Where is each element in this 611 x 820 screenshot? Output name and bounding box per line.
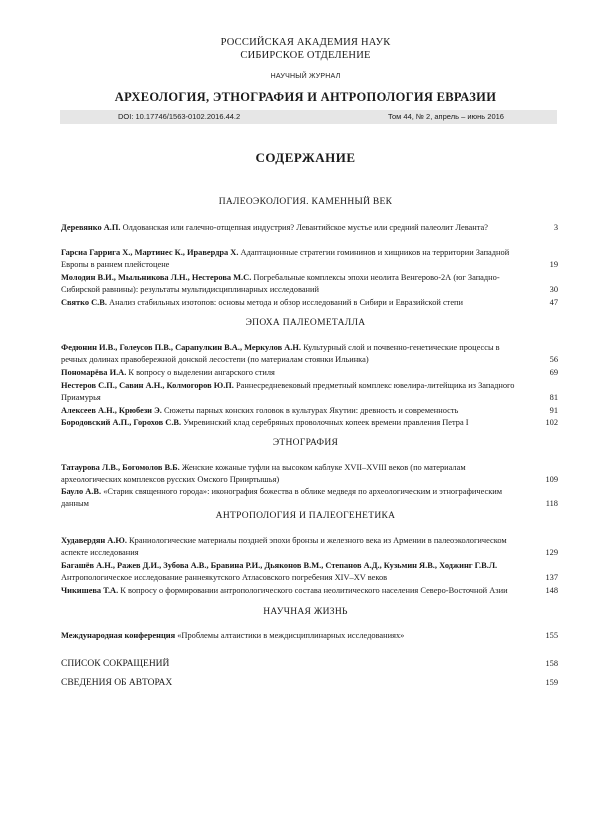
issue-info-bar — [60, 110, 557, 124]
entry-page: 102 — [545, 418, 558, 427]
toc-abbreviations[interactable] — [61, 658, 558, 670]
entry-title: Антропологическое исследование раннеякутского Атласовского погребения XIV–XV веков — [61, 573, 388, 582]
entry-title: Адаптационные стратегии гомининов и хищников на территории Западной Европы в раннем плейстоцене — [61, 248, 510, 269]
footer-item-page: 158 — [545, 659, 558, 668]
entry-page: 30 — [549, 285, 558, 294]
toc-entry[interactable] — [61, 342, 558, 366]
entry-authors: Алексеев А.Н., Крюбези Э. — [61, 406, 162, 415]
toc-entry[interactable] — [61, 417, 558, 429]
entry-page: 155 — [545, 631, 558, 640]
footer-item-page: 159 — [545, 678, 558, 687]
toc-authors-info[interactable] — [61, 677, 558, 689]
entry-authors: Бородовский А.П., Горохов С.В. — [61, 418, 182, 427]
entry-title: Раннесредневековый предметный комплекс ювелира-литейщика из Западного Приамурья — [61, 381, 515, 402]
entry-authors: Багашёв А.Н., Ражев Д.И., Зубова А.В., Бравина Р.И., Дьяконов В.М., Степанов А.Д., Кузьмин Я.В., Ходжинг Г.В.Л. — [61, 561, 498, 570]
entry-authors: Федюнин И.В., Голеусов П.В., Сарапулкин В.А., Меркулов А.Н. — [61, 343, 302, 352]
entry-authors: Международная конференция — [61, 631, 176, 640]
footer-item-label: СПИСОК СОКРАЩЕНИЙ — [61, 659, 170, 669]
entry-authors: Худавердян А.Ю. — [61, 536, 127, 545]
doi: DOI: 10.17746/1563-0102.2016.44.2 — [118, 112, 241, 121]
section-title: ЭТНОГРАФИЯ — [272, 438, 339, 448]
entry-title: Женские кожаные туфли на высоком каблуке XVII–XVIII веков (по материалам археологических комплексов русских Омского Прииртышья) — [61, 463, 466, 484]
entry-title: Погребальные комплексы эпохи неолита Венгерово-2А (юг Западно-Сибирской равнины): результаты мультидисциплинарных исследований — [61, 273, 500, 294]
journal-title: АРХЕОЛОГИЯ, ЭТНОГРАФИЯ И АНТРОПОЛОГИЯ ЕВРАЗИИ — [114, 90, 497, 104]
footer-item-label: СВЕДЕНИЯ ОБ АВТОРАХ — [61, 678, 173, 688]
entry-page: 3 — [553, 223, 558, 232]
entry-title: Культурный слой и почвенно-генетические процессы в речных долинах правобережной донской лесостепи (по материалам стоянки Ильинка) — [61, 343, 500, 364]
volume-issue: Том 44, № 2, апрель – июнь 2016 — [388, 112, 504, 121]
section-title: ЭПОХА ПАЛЕОМЕТАЛЛА — [245, 318, 366, 328]
contents-title: СОДЕРЖАНИЕ — [255, 150, 356, 165]
entry-authors: Бауло А.В. — [61, 487, 102, 496]
entry-page: 118 — [545, 499, 558, 508]
entry-title: Сюжеты парных конских головок в культурах Якутии: древность и современность — [163, 406, 459, 415]
toc-entry[interactable] — [61, 535, 558, 559]
entry-page: 56 — [549, 355, 558, 364]
entry-authors: Чикишева Т.А. — [61, 586, 119, 595]
toc-entry[interactable] — [61, 247, 558, 271]
entry-page: 81 — [549, 393, 558, 402]
entry-page: 19 — [549, 260, 558, 269]
toc-entry[interactable] — [61, 367, 558, 379]
entry-title: «Проблемы алтаистики в междисциплинарных исследованиях» — [177, 631, 405, 640]
entry-title: К вопросу о формировании антропологического состава неолитического населения Северо-Восточной Азии — [120, 586, 508, 595]
toc-entry[interactable] — [61, 405, 558, 417]
entry-title: Олдованская или галечно-отщепная индустрия? Левантийское мустье или средний палеолит Леванта? — [122, 223, 488, 232]
entry-authors: Нестеров С.П., Савин А.Н., Колмогоров Ю.П. — [61, 381, 234, 390]
entry-title: Умревинский клад серебряных проволочных копеек времени правления Петра I — [183, 418, 469, 427]
toc-entry[interactable] — [61, 630, 558, 642]
toc-entry[interactable] — [61, 585, 558, 597]
entry-page: 69 — [549, 368, 558, 377]
entry-page: 91 — [549, 406, 558, 415]
entry-title: Краниологические материалы поздней эпохи бронзы и железного века из Армении в палеоэкологическом аспекте исследования — [61, 536, 507, 557]
entry-page: 129 — [545, 548, 558, 557]
academy-header — [0, 36, 611, 62]
toc-entry[interactable] — [61, 272, 558, 296]
entry-title: «Старик священного города»: иконография божества в облике медведя по археологическим и этнографическим данным — [61, 487, 503, 508]
toc-entry[interactable] — [61, 486, 558, 510]
entry-page: 109 — [545, 475, 558, 484]
toc-entry[interactable] — [61, 297, 558, 309]
entry-authors: Татаурова Л.В., Богомолов В.Б. — [61, 463, 180, 472]
toc-entry[interactable] — [61, 560, 558, 584]
entry-authors: Деревянко А.П. — [61, 223, 121, 232]
entry-authors: Святко С.В. — [61, 298, 107, 307]
section-title: НАУЧНАЯ ЖИЗНЬ — [263, 607, 348, 617]
journal-type: НАУЧНЫЙ ЖУРНАЛ — [270, 73, 341, 80]
entry-page: 148 — [545, 586, 558, 595]
entry-page: 47 — [549, 298, 558, 307]
section-title: АНТРОПОЛОГИЯ И ПАЛЕОГЕНЕТИКА — [215, 511, 396, 521]
toc-entry[interactable] — [61, 462, 558, 486]
entry-authors: Молодин В.И., Мыльникова Л.Н., Нестерова М.С. — [61, 273, 252, 282]
entry-page: 137 — [545, 573, 558, 582]
entry-authors: Гарсиа Гаррига Х., Мартинес К., Иравердра Х. — [61, 248, 239, 257]
academy-line-2: СИБИРСКОЕ ОТДЕЛЕНИЕ — [240, 50, 371, 61]
entry-title: Анализ стабильных изотопов: основы метода и обзор исследований в Сибири и Евразийской степи — [109, 298, 464, 307]
section-title: ПАЛЕОЭКОЛОГИЯ. КАМЕННЫЙ ВЕК — [218, 197, 393, 207]
toc-entry[interactable] — [61, 380, 558, 404]
entry-authors: Пономарёва И.А. — [61, 368, 127, 377]
toc-entry[interactable] — [61, 222, 558, 234]
entry-title: К вопросу о выделении ангарского стиля — [128, 368, 275, 377]
academy-line-1: РОССИЙСКАЯ АКАДЕМИЯ НАУК — [220, 37, 391, 48]
